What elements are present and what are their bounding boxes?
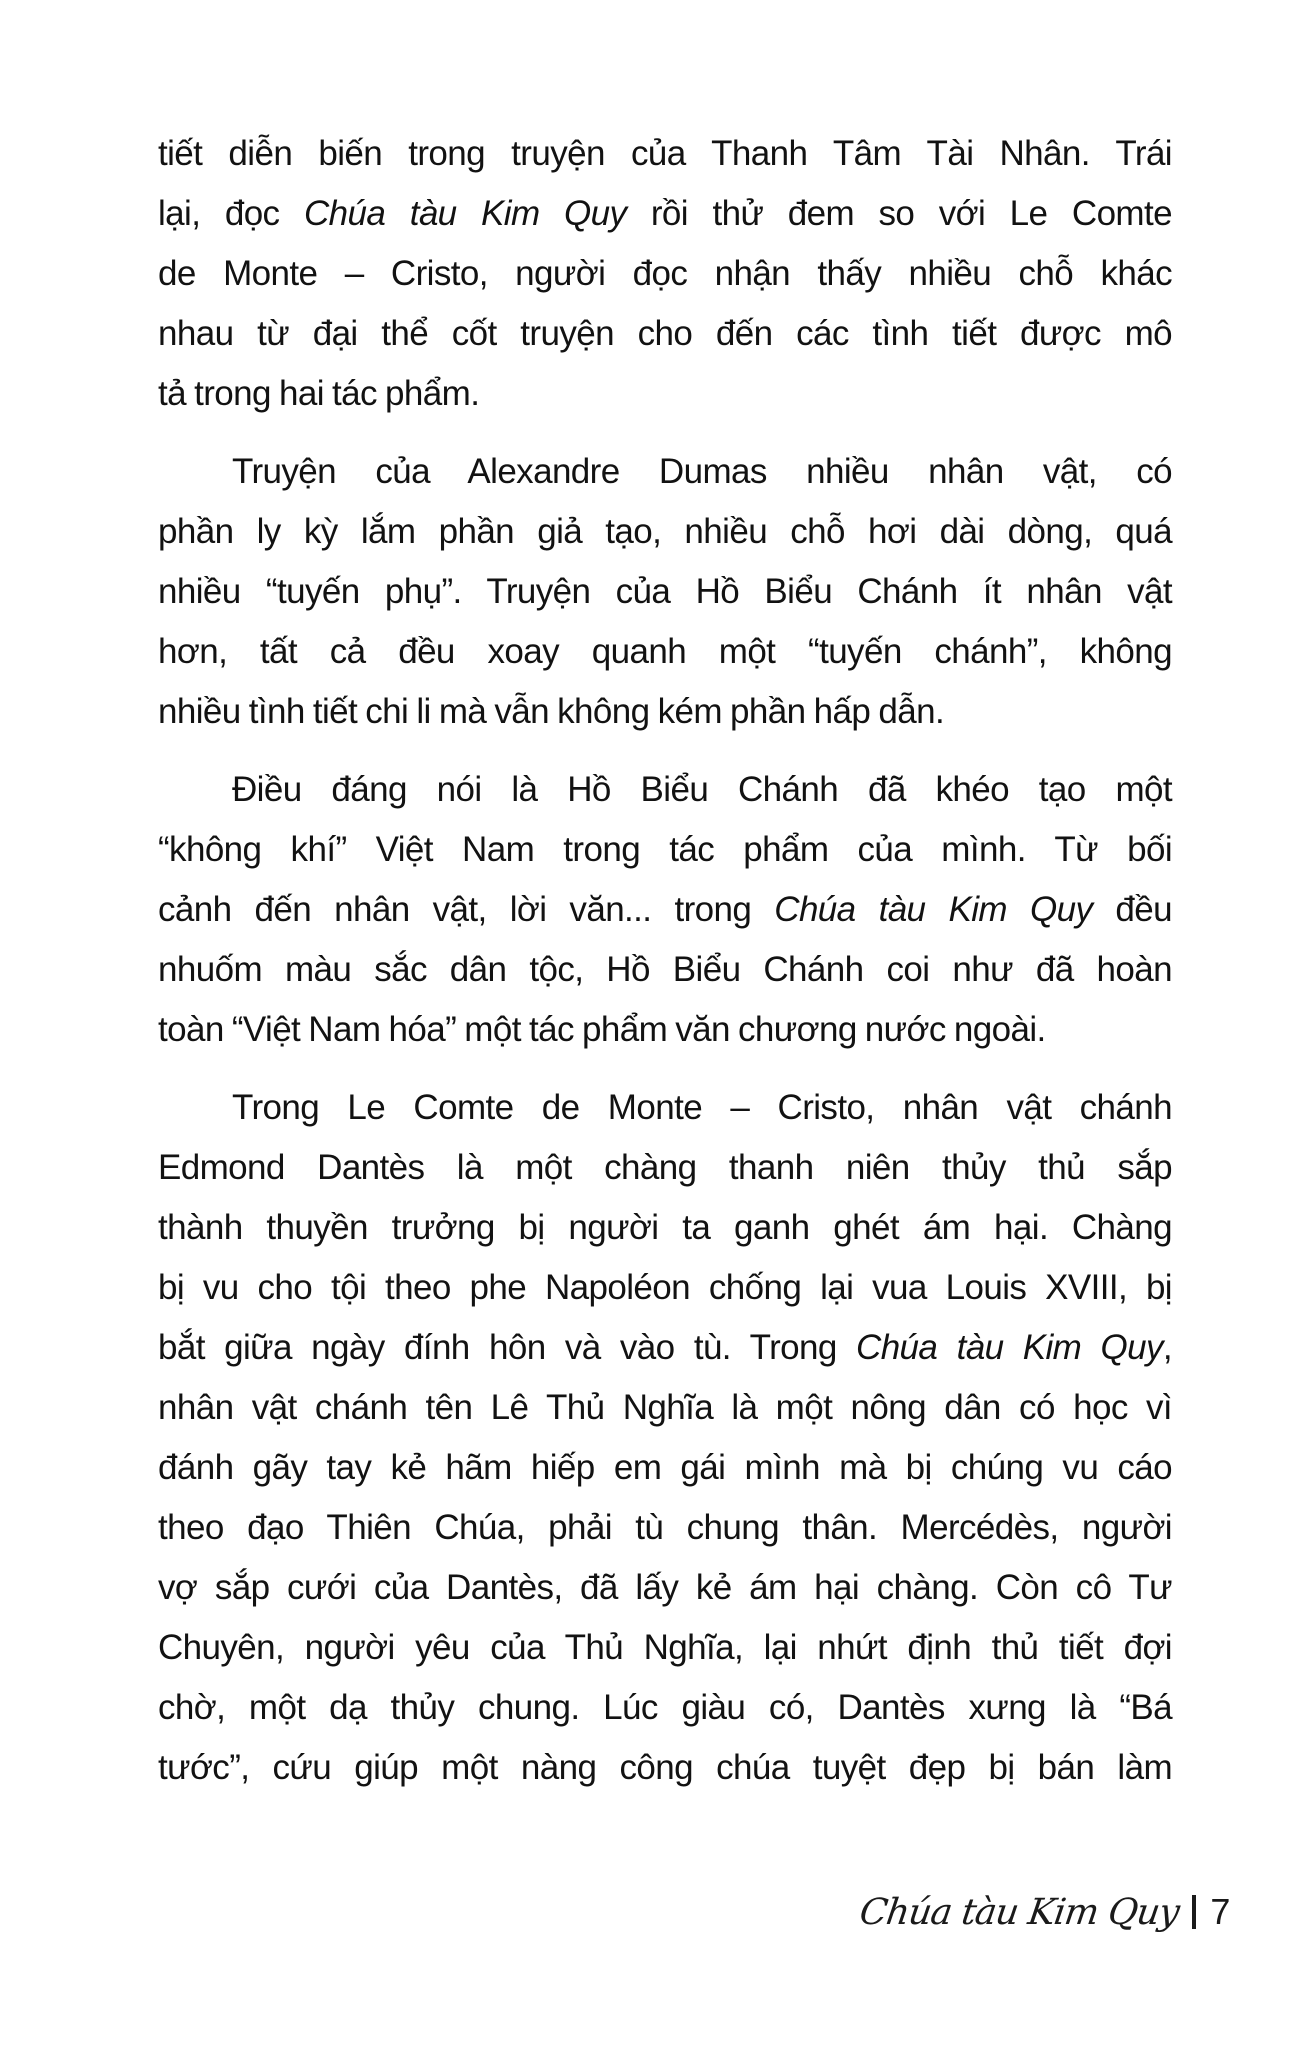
text-segment: bắt giữa ngày đính hôn và vào tù. Trong bbox=[158, 1328, 857, 1367]
text-segment: phần ly kỳ lắm phần giả tạo, nhiều chỗ hơi dài dòng, quá bbox=[158, 512, 1172, 551]
text-line bbox=[158, 502, 1172, 562]
text-segment: nhiều “tuyến phụ”. Truyện của Hồ Biểu Chánh ít nhân vật bbox=[158, 572, 1172, 611]
text-segment: , bbox=[1162, 1328, 1172, 1367]
text-segment: tiết diễn biến trong truyện của Thanh Tâm Tài Nhân. Trái bbox=[158, 134, 1172, 173]
text-line bbox=[158, 1618, 1172, 1678]
text-segment: Truyện của Alexandre Dumas nhiều nhân vật, có bbox=[232, 452, 1172, 491]
text-segment: theo đạo Thiên Chúa, phải tù chung thân. Mercédès, người bbox=[158, 1508, 1172, 1547]
paragraph bbox=[158, 1078, 1172, 1798]
book-title-italic: Chúa tàu Kim Quy bbox=[774, 890, 1093, 929]
text-line bbox=[158, 1678, 1172, 1738]
text-line bbox=[158, 304, 1172, 364]
text-line bbox=[158, 1378, 1172, 1438]
paragraph bbox=[158, 442, 1172, 742]
footer-separator bbox=[1192, 1895, 1196, 1929]
text-segment: vợ sắp cưới của Dantès, đã lấy kẻ ám hại chàng. Còn cô Tư bbox=[158, 1568, 1172, 1607]
running-title: Chúa tàu Kim Quy bbox=[857, 1891, 1182, 1933]
text-segment: Điều đáng nói là Hồ Biểu Chánh đã khéo tạo một bbox=[232, 770, 1172, 809]
text-line bbox=[158, 1438, 1172, 1498]
text-segment: nhuốm màu sắc dân tộc, Hồ Biểu Chánh coi như đã hoàn bbox=[158, 950, 1172, 989]
text-segment: “không khí” Việt Nam trong tác phẩm của mình. Từ bối bbox=[158, 830, 1172, 869]
text-segment: đánh gãy tay kẻ hãm hiếp em gái mình mà bị chúng vu cáo bbox=[158, 1448, 1172, 1487]
text-line bbox=[158, 244, 1172, 304]
text-segment: nhân vật chánh tên Lê Thủ Nghĩa là một nông dân có học vì bbox=[158, 1388, 1172, 1427]
text-segment: de Monte – Cristo, người đọc nhận thấy nhiều chỗ khác bbox=[158, 254, 1172, 293]
paragraph bbox=[158, 760, 1172, 1060]
text-line bbox=[158, 184, 1172, 244]
book-page-body bbox=[158, 124, 1172, 1816]
text-line bbox=[158, 1258, 1172, 1318]
text-segment: Trong Le Comte de Monte – Cristo, nhân vật chánh bbox=[232, 1088, 1172, 1127]
text-line bbox=[158, 124, 1172, 184]
text-segment: bị vu cho tội theo phe Napoléon chống lại vua Louis XVIII, bị bbox=[158, 1268, 1172, 1307]
paragraph bbox=[158, 124, 1172, 424]
book-title-italic: Chúa tàu Kim Quy bbox=[856, 1328, 1163, 1367]
text-segment: cảnh đến nhân vật, lời văn... trong bbox=[158, 890, 775, 929]
text-segment: Edmond Dantès là một chàng thanh niên thủy thủ sắp bbox=[158, 1148, 1172, 1187]
text-line bbox=[158, 880, 1172, 940]
text-segment: đều bbox=[1092, 890, 1172, 929]
text-segment: nhau từ đại thể cốt truyện cho đến các tình tiết được mô bbox=[158, 314, 1172, 353]
text-line bbox=[158, 1558, 1172, 1618]
text-line bbox=[158, 1000, 1172, 1060]
text-segment: rồi thử đem so với Le Comte bbox=[626, 194, 1172, 233]
text-line bbox=[158, 1498, 1172, 1558]
text-line bbox=[158, 682, 1172, 742]
text-segment: hơn, tất cả đều xoay quanh một “tuyến chánh”, không bbox=[158, 632, 1172, 671]
text-line bbox=[158, 364, 1172, 424]
text-segment: nhiều tình tiết chi li mà vẫn không kém phần hấp dẫn. bbox=[158, 692, 945, 731]
text-segment: tả trong hai tác phẩm. bbox=[158, 374, 480, 413]
text-line bbox=[158, 940, 1172, 1000]
text-segment: lại, đọc bbox=[158, 194, 304, 233]
text-line bbox=[158, 760, 1172, 820]
text-line bbox=[158, 1198, 1172, 1258]
text-line bbox=[158, 562, 1172, 622]
text-segment: toàn “Việt Nam hóa” một tác phẩm văn chương nước ngoài. bbox=[158, 1010, 1046, 1049]
text-segment: thành thuyền trưởng bị người ta ganh ghét ám hại. Chàng bbox=[158, 1208, 1172, 1247]
book-title-italic: Chúa tàu Kim Quy bbox=[303, 194, 627, 233]
text-line bbox=[158, 1738, 1172, 1798]
text-line bbox=[158, 1078, 1172, 1138]
page-number: 7 bbox=[1210, 1891, 1231, 1932]
text-segment: chờ, một dạ thủy chung. Lúc giàu có, Dantès xưng là “Bá bbox=[158, 1688, 1172, 1727]
text-segment: tước”, cứu giúp một nàng công chúa tuyệt đẹp bị bán làm bbox=[158, 1748, 1172, 1787]
text-line bbox=[158, 442, 1172, 502]
page-footer bbox=[857, 1882, 1231, 1942]
text-line bbox=[158, 1318, 1172, 1378]
text-line bbox=[158, 622, 1172, 682]
text-line bbox=[158, 820, 1172, 880]
text-segment: Chuyên, người yêu của Thủ Nghĩa, lại nhứt định thủ tiết đợi bbox=[158, 1628, 1172, 1667]
text-line bbox=[158, 1138, 1172, 1198]
